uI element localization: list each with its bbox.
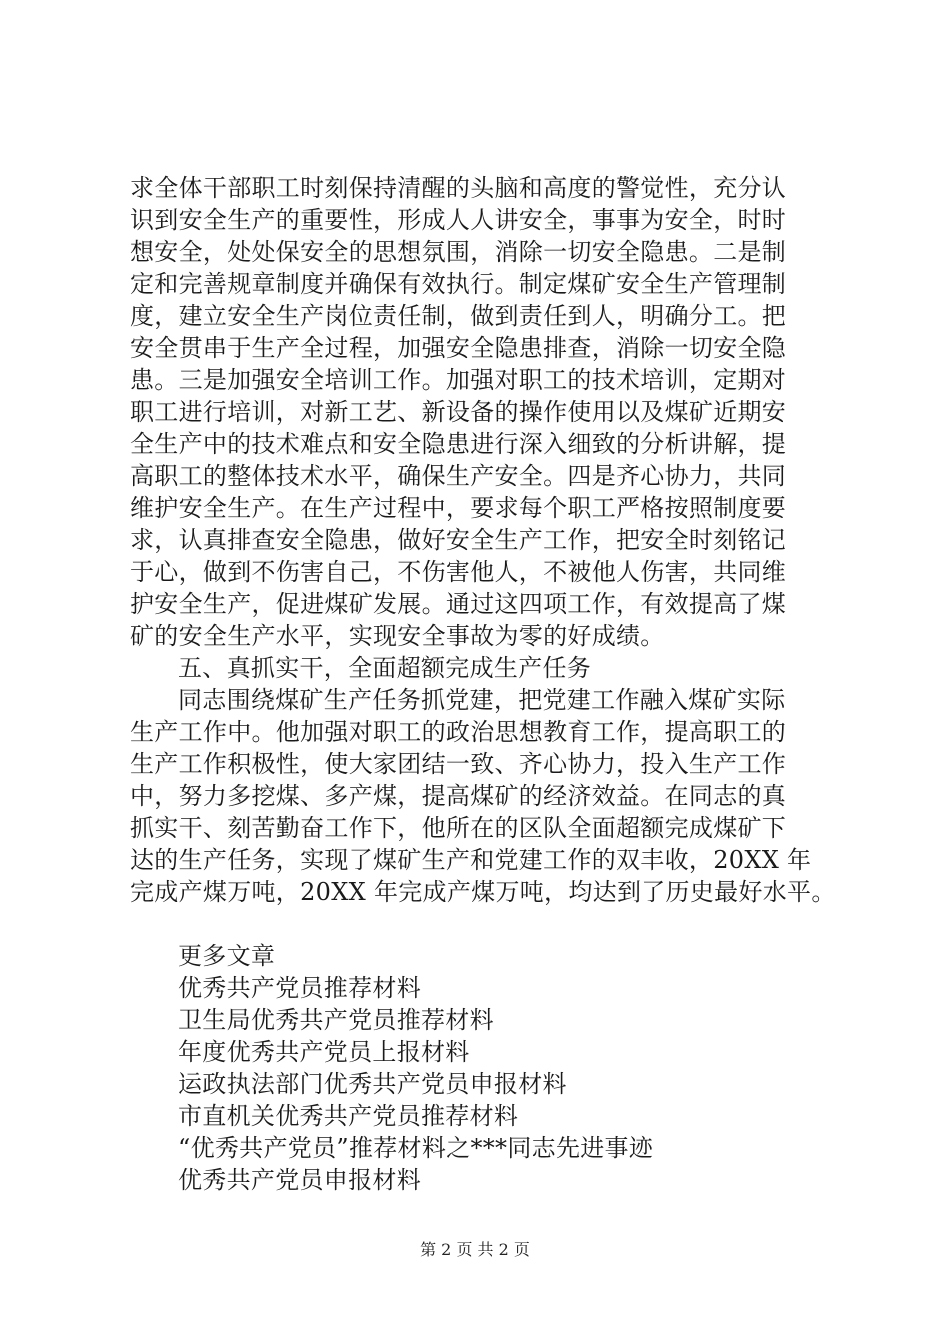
paragraph-line: 想安全，处处保安全的思想氛围，消除一切安全隐患。二是制 <box>130 238 787 266</box>
paragraph-line: 患。三是加强安全培训工作。加强对职工的技术培训，定期对 <box>130 366 787 394</box>
paragraph-line: 求全体干部职工时刻保持清醒的头脑和高度的警觉性，充分认 <box>130 174 787 202</box>
paragraph-line: 护安全生产，促进煤矿发展。通过这四项工作，有效提高了煤 <box>130 590 787 618</box>
section-heading: 五、真抓实干，全面超额完成生产任务 <box>178 654 592 682</box>
more-articles-link[interactable]: 卫生局优秀共产党员推荐材料 <box>178 1006 494 1034</box>
paragraph-line: 于心，做到不伤害自己，不伤害他人，不被他人伤害，共同维 <box>130 558 787 586</box>
paragraph-line: 维护安全生产。在生产过程中，要求每个职工严格按照制度要 <box>130 494 787 522</box>
more-articles-link[interactable]: 运政执法部门优秀共产党员申报材料 <box>178 1070 567 1098</box>
paragraph-line: 定和完善规章制度并确保有效执行。制定煤矿安全生产管理制 <box>130 270 787 298</box>
paragraph-line: 高职工的整体技术水平，确保生产安全。四是齐心协力，共同 <box>130 462 787 490</box>
paragraph-line: 识到安全生产的重要性，形成人人讲安全，事事为安全，时时 <box>130 206 787 234</box>
section-line: 中，努力多挖煤、多产煤，提高煤矿的经济效益。在同志的真 <box>130 782 787 810</box>
section-line: 完成产煤万吨，20XX 年完成产煤万吨，均达到了历史最好水平。 <box>130 878 836 906</box>
paragraph-line: 全生产中的技术难点和安全隐患进行深入细致的分析讲解，提 <box>130 430 787 458</box>
page-footer: 第 2 页 共 2 页 <box>420 1240 530 1259</box>
more-articles-link[interactable]: 优秀共产党员推荐材料 <box>178 974 421 1002</box>
section-line: 生产工作积极性，使大家团结一致、齐心协力，投入生产工作 <box>130 750 787 778</box>
more-articles-link[interactable]: 年度优秀共产党员上报材料 <box>178 1038 470 1066</box>
section-line: 生产工作中。他加强对职工的政治思想教育工作，提高职工的 <box>130 718 787 746</box>
more-articles-link[interactable]: 优秀共产党员申报材料 <box>178 1166 421 1194</box>
paragraph-line: 矿的安全生产水平，实现安全事故为零的好成绩。 <box>130 622 665 650</box>
section-line: 同志围绕煤矿生产任务抓党建，把党建工作融入煤矿实际 <box>178 686 786 714</box>
more-articles-link[interactable]: 市直机关优秀共产党员推荐材料 <box>178 1102 519 1130</box>
spacer <box>130 908 850 940</box>
paragraph-line: 求，认真排查安全隐患，做好安全生产工作，把安全时刻铭记 <box>130 526 787 554</box>
paragraph-line: 安全贯串于生产全过程，加强安全隐患排查，消除一切安全隐 <box>130 334 787 362</box>
paragraph-line: 职工进行培训，对新工艺、新设备的操作使用以及煤矿近期安 <box>130 398 787 426</box>
section-line: 抓实干、刻苦勤奋工作下，他所在的区队全面超额完成煤矿下 <box>130 814 787 842</box>
section-line: 达的生产任务，实现了煤矿生产和党建工作的双丰收，20XX 年 <box>130 846 812 874</box>
more-articles-heading: 更多文章 <box>178 942 276 970</box>
paragraph-line: 度，建立安全生产岗位责任制，做到责任到人，明确分工。把 <box>130 302 787 330</box>
document-body <box>130 172 850 1196</box>
more-articles-link[interactable]: “优秀共产党员”推荐材料之***同志先进事迹 <box>178 1134 654 1162</box>
